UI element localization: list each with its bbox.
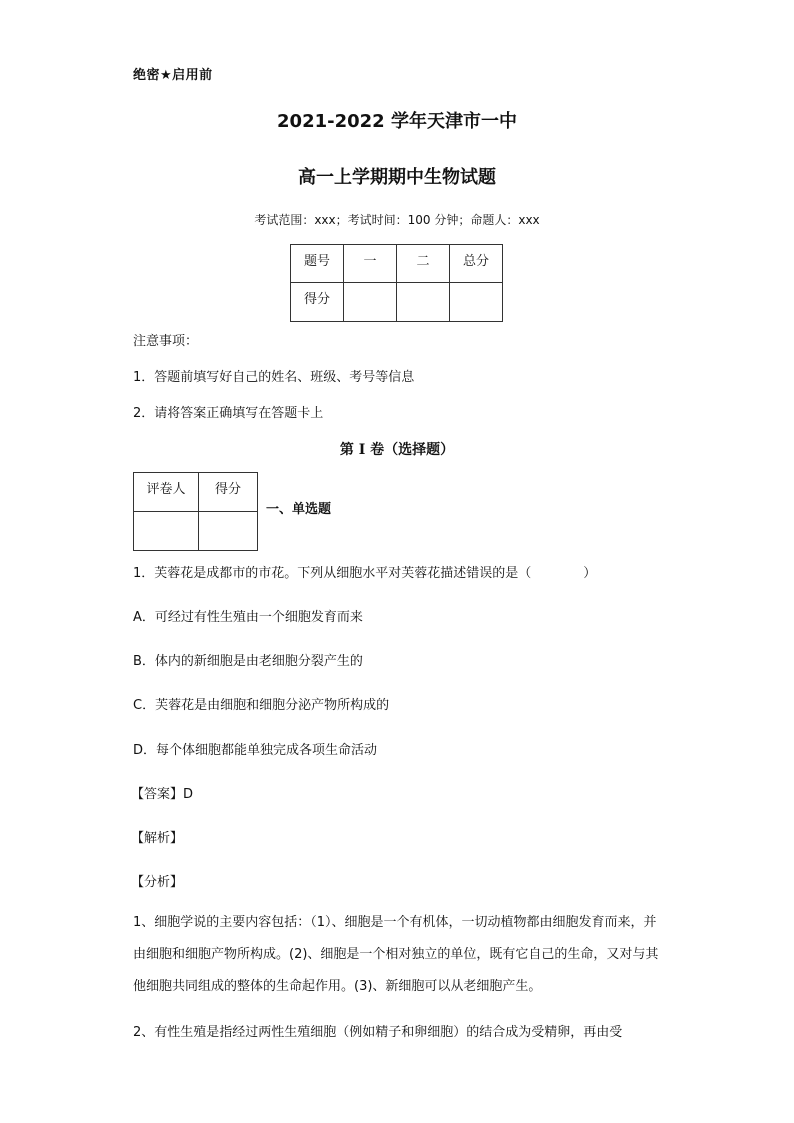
score-table-header-row: [291, 245, 503, 283]
exam-title: 2021-2022 学年天津市一中: [277, 111, 517, 132]
analysis-paragraph: 2、有性生殖是指经过两性生殖细胞（例如精子和卵细胞）的结合成为受精卵，再由受: [133, 1025, 623, 1040]
grader-table-header-row: [134, 473, 258, 512]
score-table-header: 二: [397, 245, 450, 283]
option-c: C．芙蓉花是由细胞和细胞分泌产物所构成的: [133, 698, 390, 713]
grader-table-header: 评卷人: [134, 473, 199, 512]
grader-table: [133, 472, 258, 551]
score-table-header: 总分: [450, 245, 503, 283]
part-heading: 一、单选题: [266, 502, 332, 517]
option-b: B．体内的新细胞是由老细胞分裂产生的: [133, 654, 363, 669]
score-row-label: 得分: [291, 283, 344, 322]
grader-cell: [134, 512, 199, 551]
grader-table-row: [134, 512, 258, 551]
score-table-header: 题号: [291, 245, 344, 283]
fenxi-label: 【分析】: [131, 875, 184, 890]
answer-label: 【答案】D: [131, 787, 194, 802]
secret-label: 绝密★启用前: [133, 68, 213, 83]
score-table: [290, 244, 503, 322]
exam-info: 考试范围：xxx；考试时间：100 分钟；命题人：xxx: [254, 213, 540, 227]
section-title: 第 I 卷（选择题）: [339, 442, 455, 458]
score-cell: [397, 283, 450, 322]
grader-cell: [199, 512, 258, 551]
score-cell: [450, 283, 503, 322]
option-d: D．每个体细胞都能单独完成各项生命活动: [133, 743, 378, 758]
score-cell: [344, 283, 397, 322]
option-a: A．可经过有性生殖由一个细胞发育而来: [133, 610, 363, 625]
exam-subtitle: 高一上学期期中生物试题: [298, 167, 496, 188]
grader-table-header: 得分: [199, 473, 258, 512]
question-stem: 1．芙蓉花是成都市的市花。下列从细胞水平对芙蓉花描述错误的是（ ）: [133, 566, 597, 581]
notice-heading: 注意事项：: [133, 334, 199, 349]
score-table-header: 一: [344, 245, 397, 283]
analysis-paragraph: 1、细胞学说的主要内容包括：（1）、细胞是一个有机体，一切动植物都由细胞发育而来，并由细胞和细胞产物所构成。(2)、细胞是一个相对独立的单位，既有它自己的生命，又对与其他细胞共同组成的整体的生命起作用。(3)、新细胞可以从老细胞产生。: [133, 915, 659, 994]
notice-item: 2．请将答案正确填写在答题卡上: [133, 406, 324, 421]
score-table-row: [291, 283, 503, 322]
notice-item: 1．答题前填写好自己的姓名、班级、考号等信息: [133, 370, 415, 385]
analysis-label: 【解析】: [131, 831, 184, 846]
